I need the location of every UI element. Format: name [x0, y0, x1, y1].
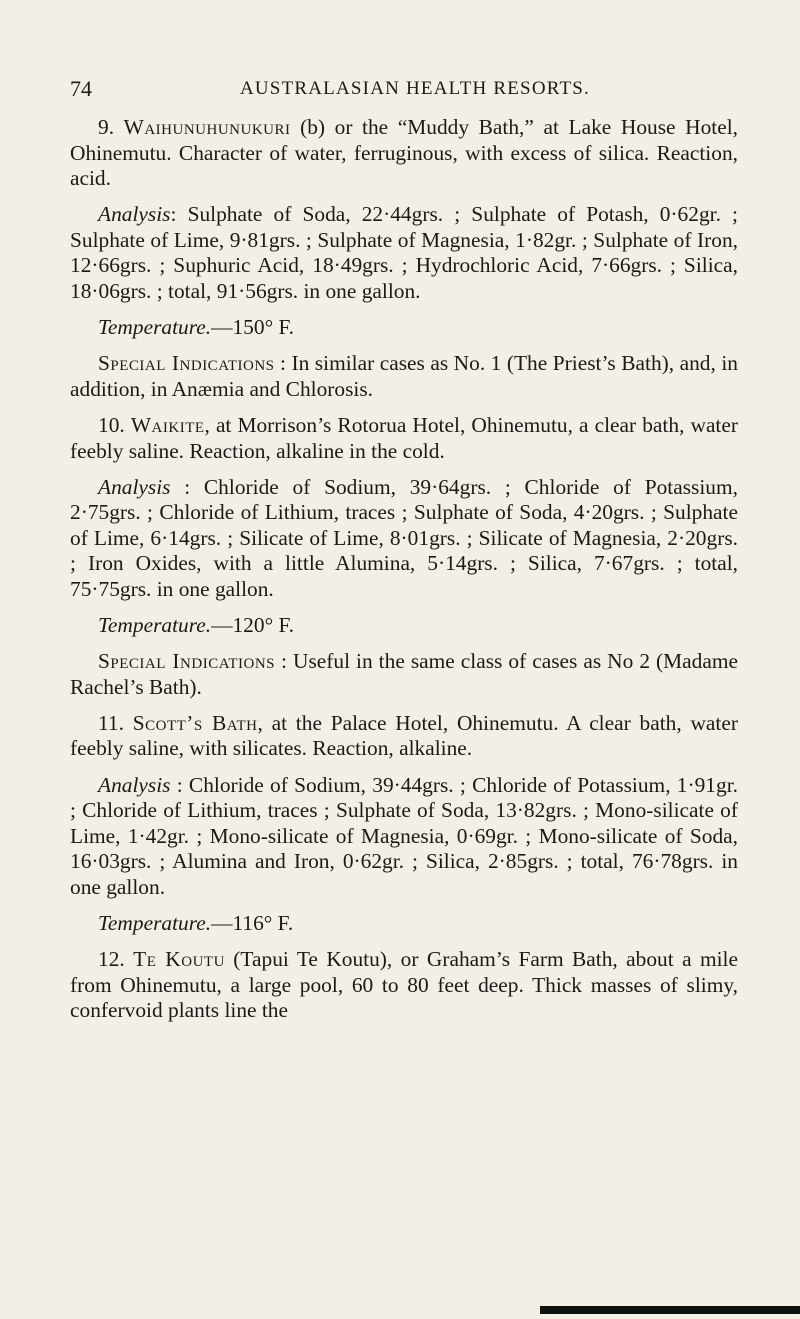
indications-label: Special Indications — [98, 351, 275, 376]
page-number: 74 — [70, 76, 92, 101]
entry-12-intro — [70, 947, 738, 1024]
analysis-text: : Chloride of Sodium, 39·44grs. ; Chloride of Potassium, 1·91gr. ; Chloride of Lithium, traces ; Sulphate of Soda, 13·82grs. ; Mono-silicate of Lime, 1·42gr. ; Mono-silicate of Magnesia, 0·69gr. ; Mono-silicate of Soda, 16·03grs. ; Alumina and Iron, 0·62gr. ; Silica, 2·85grs. ; total, 76·78grs. in one gallon. — [70, 772, 738, 899]
page-header — [70, 76, 740, 106]
temperature-value: —150° F. — [211, 315, 295, 340]
entry-description: (Tapui Te Koutu), or Graham’s Farm Bath, about a mile from Ohinemutu, a large pool, 60 to 80 feet deep. Thick masses of slimy, confervoid plants line the — [70, 947, 738, 1023]
analysis-text: : Chloride of Sodium, 39·64grs. ; Chloride of Potassium, 2·75grs. ; Chloride of Lithium, traces ; Sulphate of Soda, 4·20grs. ; Sulphate of Lime, 6·14grs. ; Silicate of Lime, 8·01grs. ; Silicate of Magnesia, 2·20grs. ; Iron Oxides, with a little Alumina, 5·14grs. ; Silica, 7·67grs. ; total, 75·75grs. in one gallon. — [70, 474, 738, 601]
entry-number: 11. — [98, 710, 124, 735]
entry-number: 9. — [98, 115, 115, 139]
entry-9-analysis — [70, 202, 738, 304]
bottom-edge-rule — [540, 1306, 800, 1314]
entry-name: Waikite — [130, 412, 205, 437]
indications-label: Special Indications — [98, 649, 276, 674]
entry-description: , at the Palace Hotel, Ohinemutu. A clear bath, water feebly saline, with silicates. Reaction, alkaline. — [70, 710, 738, 761]
entry-11-intro — [70, 711, 738, 762]
entry-9-temperature — [70, 315, 738, 341]
entry-number: 12. — [98, 947, 125, 972]
entry-description: , at Morrison’s Rotorua Hotel, Ohinemutu, a clear bath, water feebly saline. Reaction, alkaline in the cold. — [70, 412, 738, 463]
analysis-label: Analysis — [98, 202, 171, 227]
entry-11-temperature — [70, 911, 738, 937]
temperature-label: Temperature. — [98, 911, 212, 936]
entry-name: Scott’s Bath — [132, 710, 258, 735]
page-body — [70, 115, 738, 1034]
temperature-label: Temperature. — [98, 613, 212, 638]
running-title: AUSTRALASIAN HEALTH RESORTS. — [239, 78, 591, 99]
analysis-label: Analysis — [98, 772, 171, 797]
entry-name: Te Koutu — [133, 947, 225, 972]
entry-description: (b) or the “Muddy Bath,” at Lake House Hotel, Ohinemutu. Character of water, ferruginous, with excess of silica. Reaction, acid. — [70, 115, 738, 191]
entry-11-analysis — [70, 773, 738, 901]
entry-name: Waihunuhunukuri — [123, 115, 291, 139]
analysis-label: Analysis — [98, 474, 171, 499]
entry-10-analysis — [70, 475, 738, 603]
temperature-label: Temperature. — [98, 315, 212, 340]
temperature-value: —116° F. — [211, 911, 294, 936]
entry-10-temperature — [70, 613, 738, 639]
entry-9-intro — [70, 115, 738, 192]
entry-9-indications — [70, 351, 738, 402]
indications-text: : In similar cases as No. 1 (The Priest’s Bath), and, in addition, in Anæmia and Chlorosis. — [70, 351, 738, 401]
entry-10-intro — [70, 413, 738, 464]
entry-10-indications — [70, 649, 738, 700]
temperature-value: —120° F. — [211, 613, 295, 638]
entry-number: 10. — [98, 412, 125, 437]
indications-text: : Useful in the same class of cases as No 2 (Madame Rachel’s Bath). — [70, 649, 738, 699]
analysis-text: : Sulphate of Soda, 22·44grs. ; Sulphate of Potash, 0·62gr. ; Sulphate of Lime, 9·81grs. ; Sulphate of Magnesia, 1·82gr. ; Sulphate of Iron, 12·66grs. ; Suphuric Acid, 18·49grs. ; Hydrochloric Acid, 7·66grs. ; Silica, 18·06grs. ; total, 91·56grs. in one gallon. — [70, 202, 738, 304]
